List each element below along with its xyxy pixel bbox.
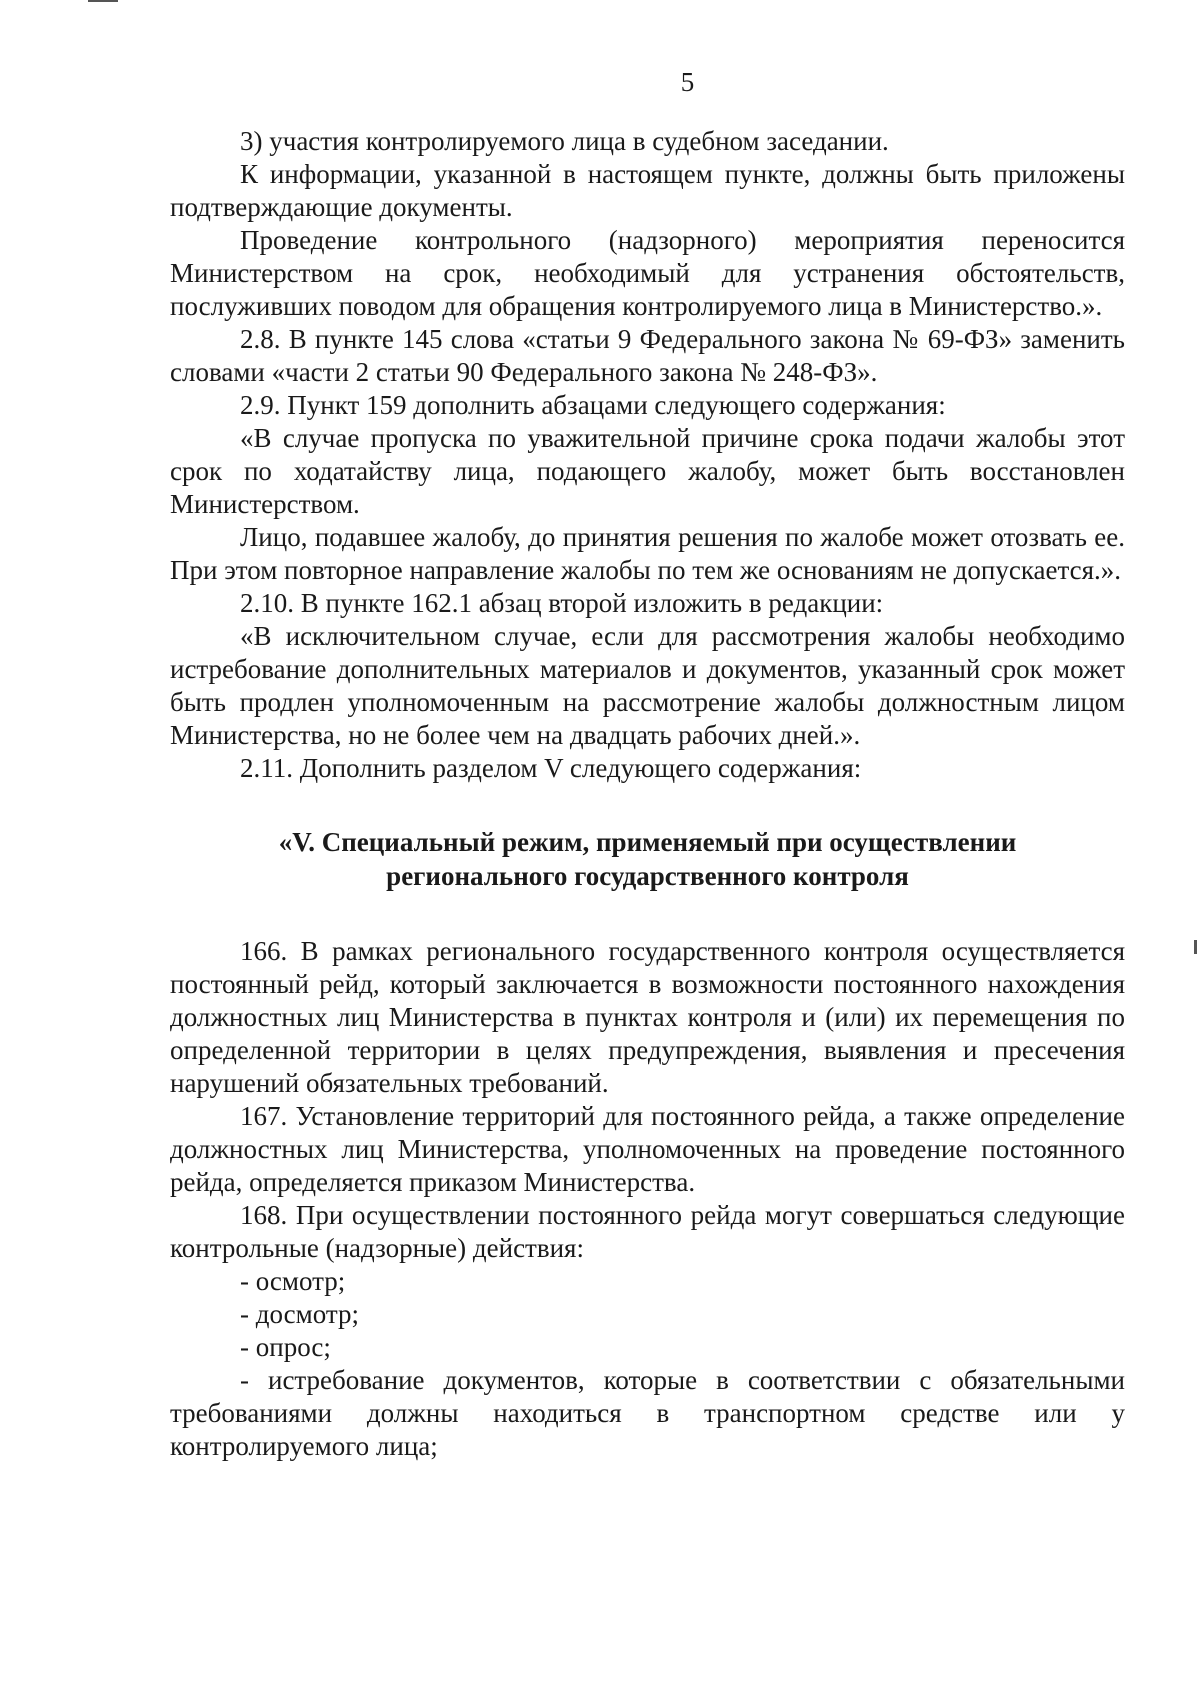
scan-artifact-top-left xyxy=(88,0,118,2)
paragraph: 166. В рамках регионального государственного контроля осуществляется постоянный рейд, который заключается в возможности постоянного нахождения должностных лиц Министерства в пунктах контроля и (или) их перемещения по определенной территории в целях предупреждения, выявления и пресечения нарушений обязательных требований. xyxy=(170,936,1125,1098)
paragraph: 3) участия контролируемого лица в судебном заседании. xyxy=(240,126,889,156)
paragraph: 2.9. Пункт 159 дополнить абзацами следующего содержания: xyxy=(240,390,946,420)
paragraph: 2.10. В пункте 162.1 абзац второй изложить в редакции: xyxy=(240,588,884,618)
section-heading-line: «V. Специальный режим, применяемый при осуществлении xyxy=(278,827,1017,857)
section-heading-line: регионального государственного контроля xyxy=(386,861,909,891)
section-heading xyxy=(170,825,1125,893)
paragraph: 167. Установление территорий для постоянного рейда, а также определение должностных лиц Министерства, уполномоченных на проведение постоянного рейда, определяется приказом Министерства. xyxy=(170,1101,1125,1197)
page-number: 5 xyxy=(680,67,695,97)
scan-artifact-right-edge xyxy=(1194,940,1197,954)
paragraph: - истребование документов, которые в соответствии с обязательными требованиями должны находиться в транспортном средстве или у контролируемого лица; xyxy=(170,1365,1125,1461)
list-item: - досмотр; xyxy=(240,1299,359,1329)
paragraph: 2.8. В пункте 145 слова «статьи 9 Федерального закона № 69-ФЗ» заменить словами «части 2 статьи 90 Федерального закона № 248-ФЗ». xyxy=(170,324,1125,387)
document-page xyxy=(170,0,1125,1463)
paragraph: 2.11. Дополнить разделом V следующего содержания: xyxy=(240,753,862,783)
paragraph: Проведение контрольного (надзорного) мероприятия переносится Министерством на срок, необходимый для устранения обстоятельств, послуживших поводом для обращения контролируемого лица в Министерство.». xyxy=(170,225,1125,321)
paragraph: «В случае пропуска по уважительной причине срока подачи жалобы этот срок по ходатайству лица, подающего жалобу, может быть восстановлен Министерством. xyxy=(170,423,1125,519)
paragraph: К информации, указанной в настоящем пункте, должны быть приложены подтверждающие документы. xyxy=(170,159,1125,222)
paragraph: «В исключительном случае, если для рассмотрения жалобы необходимо истребование дополнительных материалов и документов, указанный срок может быть продлен уполномоченным на рассмотрение жалобы должностным лицом Министерства, но не более чем на двадцать рабочих дней.». xyxy=(170,621,1125,750)
paragraph: 168. При осуществлении постоянного рейда могут совершаться следующие контрольные (надзорные) действия: xyxy=(170,1200,1125,1263)
list-item: - опрос; xyxy=(240,1332,331,1362)
list-item: - осмотр; xyxy=(240,1266,346,1296)
paragraph: Лицо, подавшее жалобу, до принятия решения по жалобе может отозвать ее. При этом повторное направление жалобы по тем же основаниям не допускается.». xyxy=(170,522,1125,585)
